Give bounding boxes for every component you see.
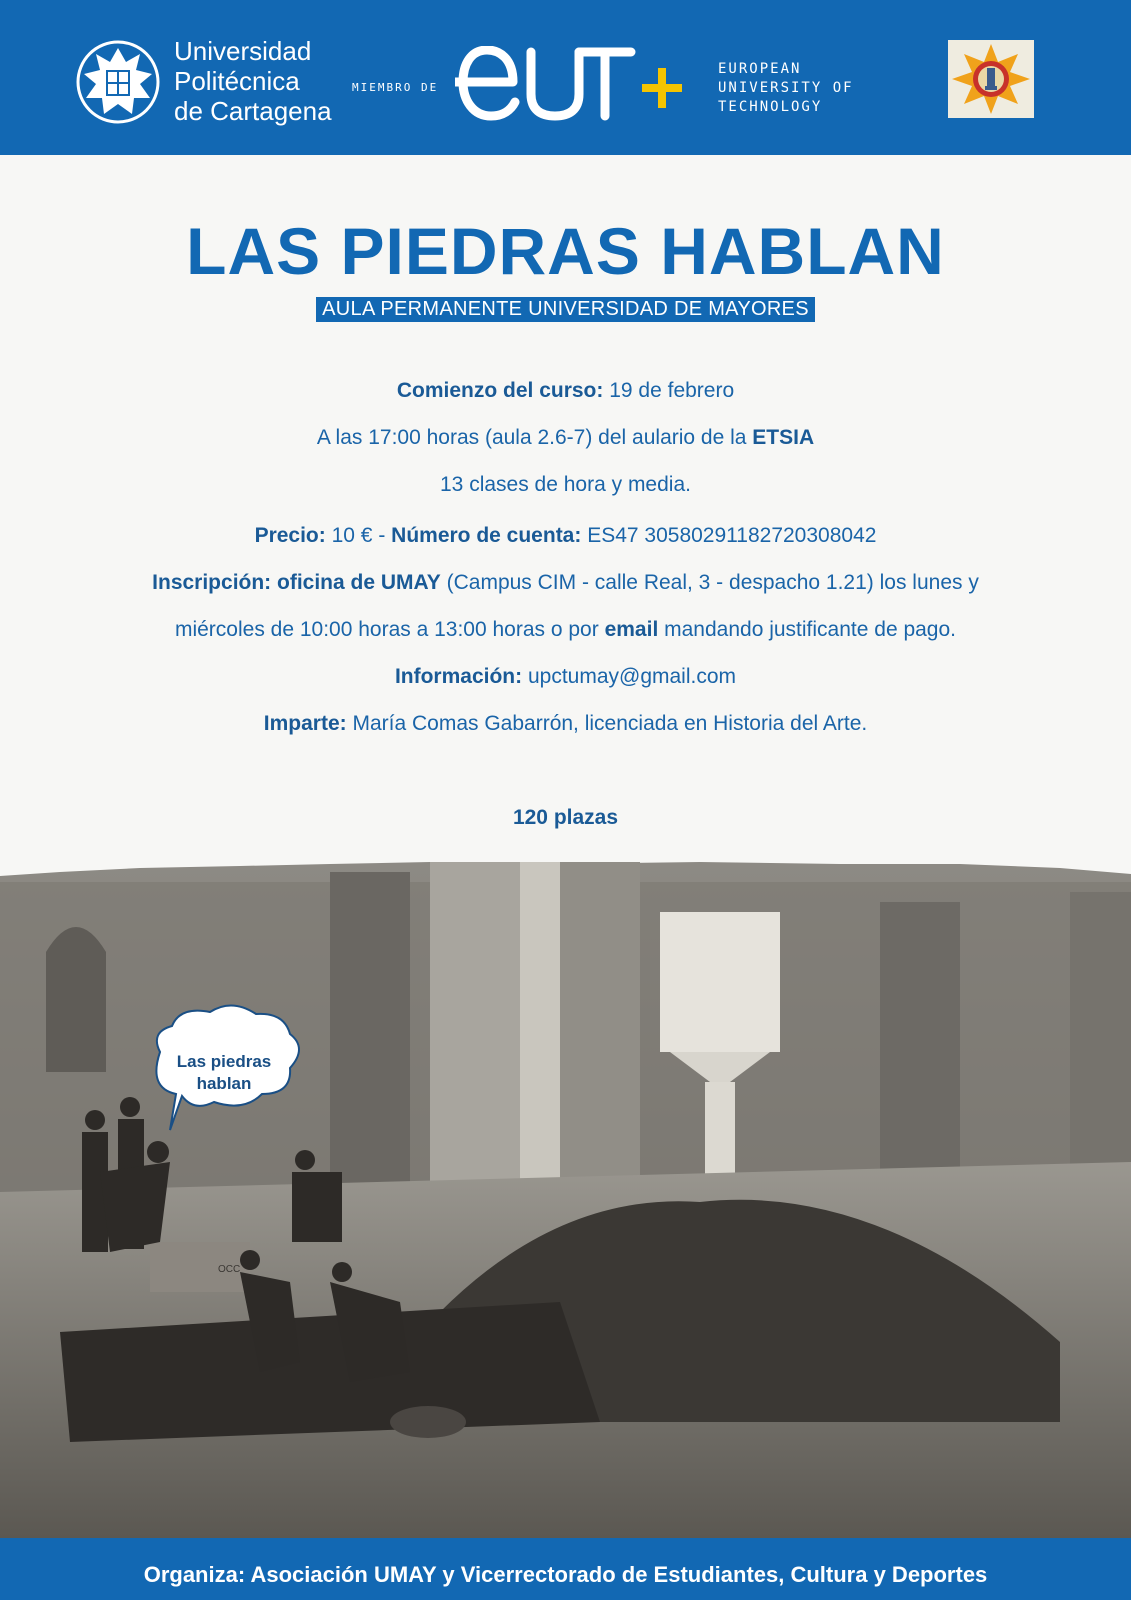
time-line [0,426,1131,450]
price-line [0,524,1131,548]
subtitle-badge: AULA PERMANENTE UNIVERSIDAD DE MAYORES [316,297,815,322]
eut-name-line: UNIVERSITY OF [718,80,854,96]
eut-name-line: EUROPEAN [718,61,802,77]
footer-organizer: Organiza: Asociación UMAY y Vicerrectorado de Estudiantes, Cultura y Deportes [143,1562,988,1587]
info-email[interactable]: upctumay@gmail.com [527,665,737,688]
page-title: LAS PIEDRAS HABLAN [186,214,945,288]
inscription-text: mandando justificante de pago. [664,618,957,641]
time-text: A las 17:00 horas (aula 2.6-7) del aulario de la [316,426,747,449]
inscription-line-2 [0,618,1131,642]
price-value: 10 € - [331,524,386,547]
account-label: Número de cuenta: [391,524,582,547]
university-name-line: Universidad [174,36,312,66]
inscription-text: (Campus CIM - calle Real, 3 - despacho 1.21) los lunes y [446,571,979,594]
university-name-line: Politécnica [174,66,300,96]
start-value: 19 de febrero [609,379,735,402]
teacher-value: María Comas Gabarrón, licenciada en Historia del Arte. [352,712,868,735]
classes-text: 13 clases de hora y media. [440,473,691,496]
start-date-line [0,379,1131,403]
teacher-line [0,712,1131,736]
bubble-line: hablan [196,1074,252,1093]
inscription-line-1 [0,571,1131,595]
header-bar [0,0,1131,155]
start-label: Comienzo del curso: [396,379,604,402]
inscription-email-word: email [604,618,659,641]
teacher-label: Imparte: [263,712,347,735]
excavation-photo [0,862,1131,1538]
eut-name [718,60,854,117]
footer-bar [0,1538,1131,1600]
inscription-text: miércoles de 10:00 horas a 13:00 horas o por [174,618,599,641]
places-text: 120 plazas [512,806,619,829]
umay-seal-icon [948,40,1034,118]
places-line [0,806,1131,830]
university-name [174,36,332,126]
price-label: Precio: [254,524,326,547]
university-name-line: de Cartagena [174,96,332,126]
info-line [0,665,1131,689]
eut-logo-icon [455,46,705,122]
crate-label: OCC [218,1264,241,1275]
bubble-line: Las piedras [176,1052,272,1071]
subtitle-wrap [0,297,1131,322]
inscription-label: Inscripción: oficina de UMAY [152,571,441,594]
member-label: MIEMBRO DE [352,81,439,94]
info-label: Información: [394,665,523,688]
eut-name-line: TECHNOLOGY [718,99,823,115]
time-place: ETSIA [752,426,815,449]
upct-shield-icon [76,40,160,124]
account-value: ES47 30580291182720308042 [587,524,877,547]
classes-line [0,473,1131,497]
